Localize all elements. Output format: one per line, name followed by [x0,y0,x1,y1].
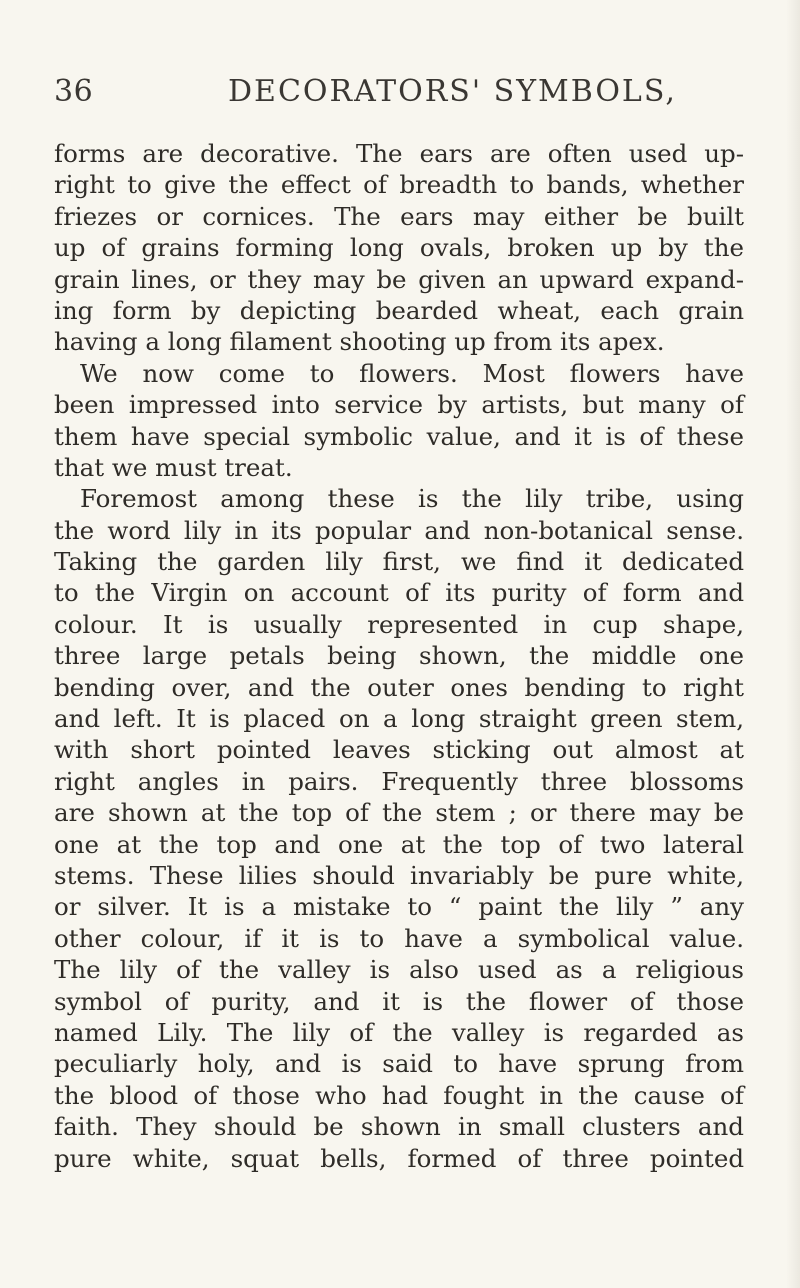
text-line: The lily of the valley is also used as a religious [54,955,744,985]
body-text [54,138,744,1174]
running-title: DECORATORS' SYMBOLS, [228,74,677,109]
text-line: peculiarly holy, and is said to have sprung from [54,1049,744,1079]
text-line: forms are decorative. The ears are often used up- [54,139,744,168]
text-line: one at the top and one at the top of two lateral [54,829,744,859]
text-line: symbol of purity, and it is the flower of those [54,986,744,1016]
text-line: bending over, and the outer ones bending to right [54,672,744,702]
text-line: friezes or cornices. The ears may either be built [54,201,744,231]
text-line: stems. These lilies should invariably be pure white, [54,860,744,890]
paragraph-start-line: Foremost among these is the lily tribe, using [80,484,744,514]
text-line: faith. They should be shown in small clusters and [54,1112,744,1142]
text-line: three large petals being shown, the middle one [54,641,744,671]
text-line: grain lines, or they may be given an upward expand- [54,264,744,294]
text-line: colour. It is usually represented in cup shape, [54,609,744,639]
text-line: them have special symbolic value, and it is of these [54,421,744,451]
text-line: with short pointed leaves sticking out almost at [54,735,744,765]
text-line: right angles in pairs. Frequently three blossoms [54,766,744,796]
text-line: to the Virgin on account of its purity of form and [54,578,744,608]
text-line: or silver. It is a mistake to “ paint the lily ” any [54,892,744,922]
text-line: that we must treat. [54,452,293,482]
text-line: right to give the effect of breadth to bands, whether [54,170,744,200]
text-line: up of grains forming long ovals, broken up by the [54,233,744,263]
page-header [54,74,744,122]
text-line: pure white, squat bells, formed of three pointed [54,1143,744,1173]
text-line: ing form by depicting bearded wheat, each grain [54,295,744,325]
text-line: are shown at the top of the stem ; or there may be [54,798,744,828]
page-number: 36 [54,74,94,109]
text-line: Taking the garden lily first, we find it dedicated [54,547,744,577]
text-line: other colour, if it is to have a symbolical value. [54,923,744,953]
text-line: and left. It is placed on a long straight green stem, [54,704,744,734]
text-line: the blood of those who had fought in the cause of [54,1080,744,1110]
text-line: having a long filament shooting up from its apex. [54,327,665,357]
page-edge-shadow [786,0,800,1288]
text-line: the word lily in its popular and non-botanical sense. [54,515,744,545]
paragraph-start-line: We now come to flowers. Most flowers have [80,358,744,388]
text-line: named Lily. The lily of the valley is regarded as [54,1017,744,1047]
text-line: been impressed into service by artists, but many of [54,390,744,420]
